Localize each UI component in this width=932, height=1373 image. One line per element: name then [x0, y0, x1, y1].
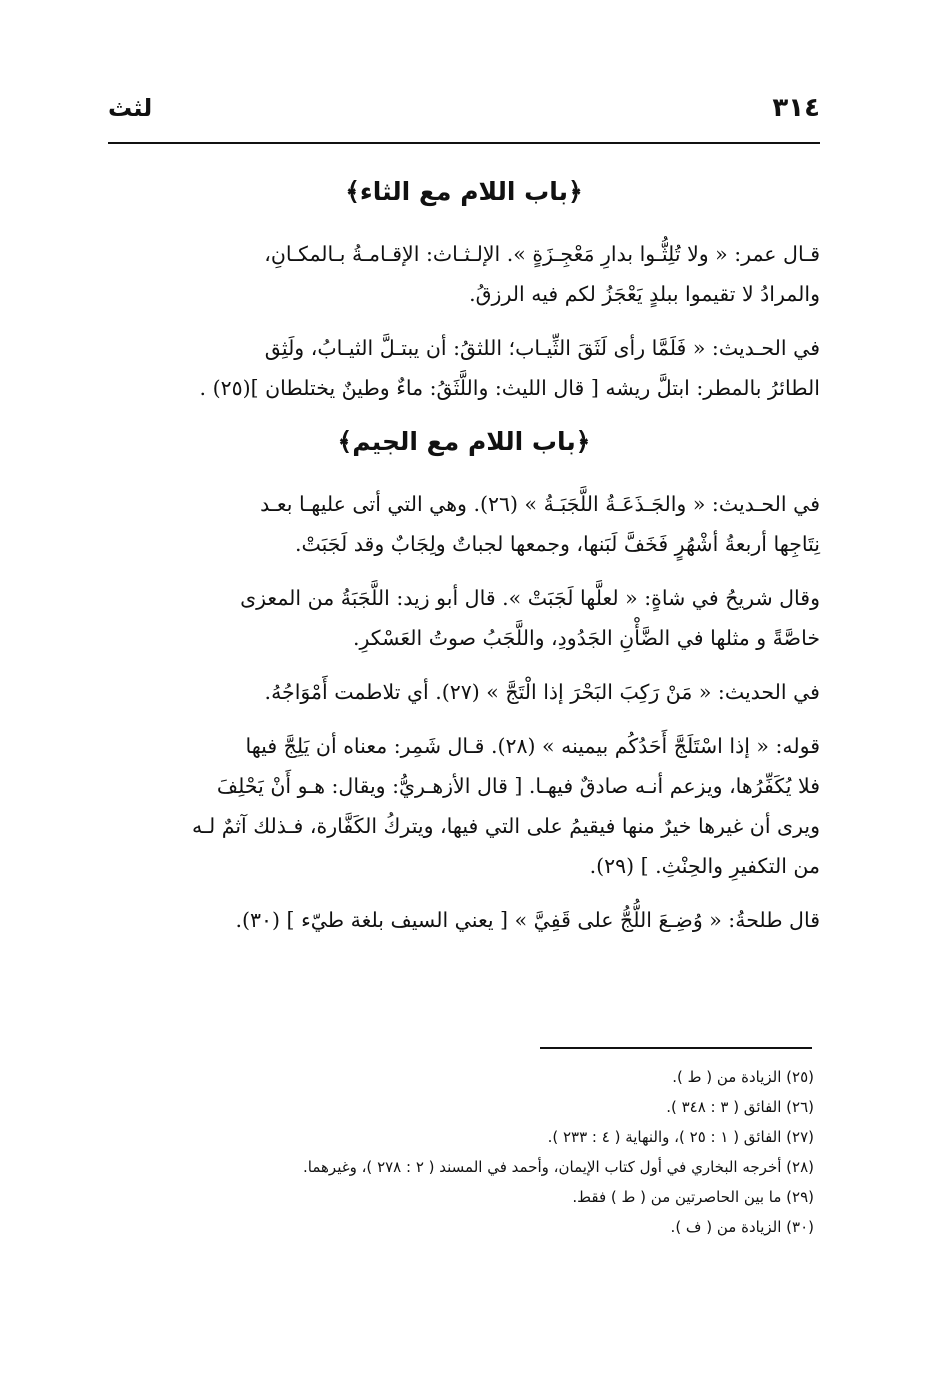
chapter-title: ﴿باب اللام مع الجيم﴾ — [337, 427, 591, 456]
running-header — [108, 88, 820, 128]
chapter-title: ﴿باب اللام مع الثاء﴾ — [345, 177, 583, 206]
text-line: خاصَّةً و مثلها في الضَّأْنِ الجَدُودِ، واللَّجَبُ صوتُ العَسْكرِ. — [352, 626, 820, 650]
text-line: نِتَاجِها أربعةُ أشْهُرٍ فَخَفَّ لَبَنها، وجمعها لجباتٌ ولِجَابٌ وقد لَجَبَتْ. — [294, 532, 820, 556]
footnote: (٢٩) ما بين الحاصرتين من ( ط ) فقط. — [572, 1188, 814, 1206]
page-number: ٣١٤ — [772, 93, 820, 123]
paragraph — [108, 328, 820, 408]
paragraph — [108, 726, 820, 886]
footnote: (٢٨) أخرجه البخاري في أول كتاب الإيمان، وأحمد في المسند ( ٢ : ٢٧٨ )، وغيرهما. — [303, 1158, 814, 1176]
paragraph — [108, 578, 820, 658]
text-line: وقال شريحُ في شاةٍ: « لعلَّها لَجَبَتْ ». قال أبو زيد: اللَّجَبَةُ من المعزى — [240, 586, 820, 610]
text-line: في الحـديث: « فَلَمَّا رأى لَثَقَ الثِّيـاب؛ اللثقُ: أن يبتـلَّ الثيـابُ، ولَثِق — [264, 336, 820, 360]
text-line: في الحـديث: « والجَـذَعَـةُ اللَّجَبَـةُ » (٢٦). وهي التي أتى عليهـا بعـد — [260, 492, 820, 516]
text-line: قـال عمر: « ولا تُلِثُّـوا بدارِ مَعْجِـزَةٍ ». الإلـثـاث: الإقـامـةُ بـالمكـانِ، — [264, 242, 820, 266]
running-section-title: لثث — [108, 94, 153, 122]
paragraph — [108, 900, 820, 940]
text-line: والمرادُ لا تقيموا ببلدٍ يَعْجَزُ لكم فيه الرزقُ. — [469, 282, 820, 306]
text-line: ويرى أن غيرها خيرٌ منها فيقيمُ على التي فيها، ويتركُ الكَفَّارة، فـذلك آثمٌ لـه — [191, 814, 820, 838]
text-line: قوله: « إذا اسْتَلَجَّ أَحَدُكُم بيمينه » (٢٨). قـال شَمِر: معناه أن يَلِجَّ فيها — [245, 734, 820, 758]
paragraph — [108, 234, 820, 314]
footnote: (٣٠) الزيادة من ( ف ). — [670, 1218, 814, 1236]
footnote: (٢٧) الفائق ( ١ : ٢٥ )، والنهاية ( ٤ : ٢٣٣ ). — [547, 1128, 814, 1146]
main-text — [108, 162, 820, 954]
paragraph — [108, 672, 820, 712]
text-line: فلا يُكَفِّرُها، ويزعم أنـه صادقٌ فيهـا. [ قال الأزهـريُّ: ويقال: هـو أَنْ يَحْلِفَ — [216, 774, 820, 798]
header-divider — [108, 142, 820, 144]
footnote: (٢٦) الفائق ( ٣ : ٣٤٨ ). — [666, 1098, 814, 1116]
footnotes — [108, 1062, 814, 1242]
text-line: من التكفيرِ والحِنْثِ. ] (٢٩). — [589, 854, 820, 878]
text-line: الطائرُ بالمطر: ابتلَّ ريشه [ قال الليث: واللَّثَقُ: ماءٌ وطينٌ يختلطان ](٢٥) . — [199, 376, 820, 400]
footnote: (٢٥) الزيادة من ( ط ). — [672, 1068, 814, 1086]
paragraph — [108, 484, 820, 564]
text-line: في الحديث: « مَنْ رَكِبَ البَحْرَ إذا الْتَجَّ » (٢٧). أي تلاطمت أَمْوَاجُهُ. — [264, 680, 820, 704]
text-line: قال طلحةُ: « وُضِـعَ اللُّجُّ على قَفِيَّ » [ يعني السيف بلغة طيّء ] (٣٠). — [235, 908, 820, 932]
footnote-divider — [540, 1047, 812, 1049]
